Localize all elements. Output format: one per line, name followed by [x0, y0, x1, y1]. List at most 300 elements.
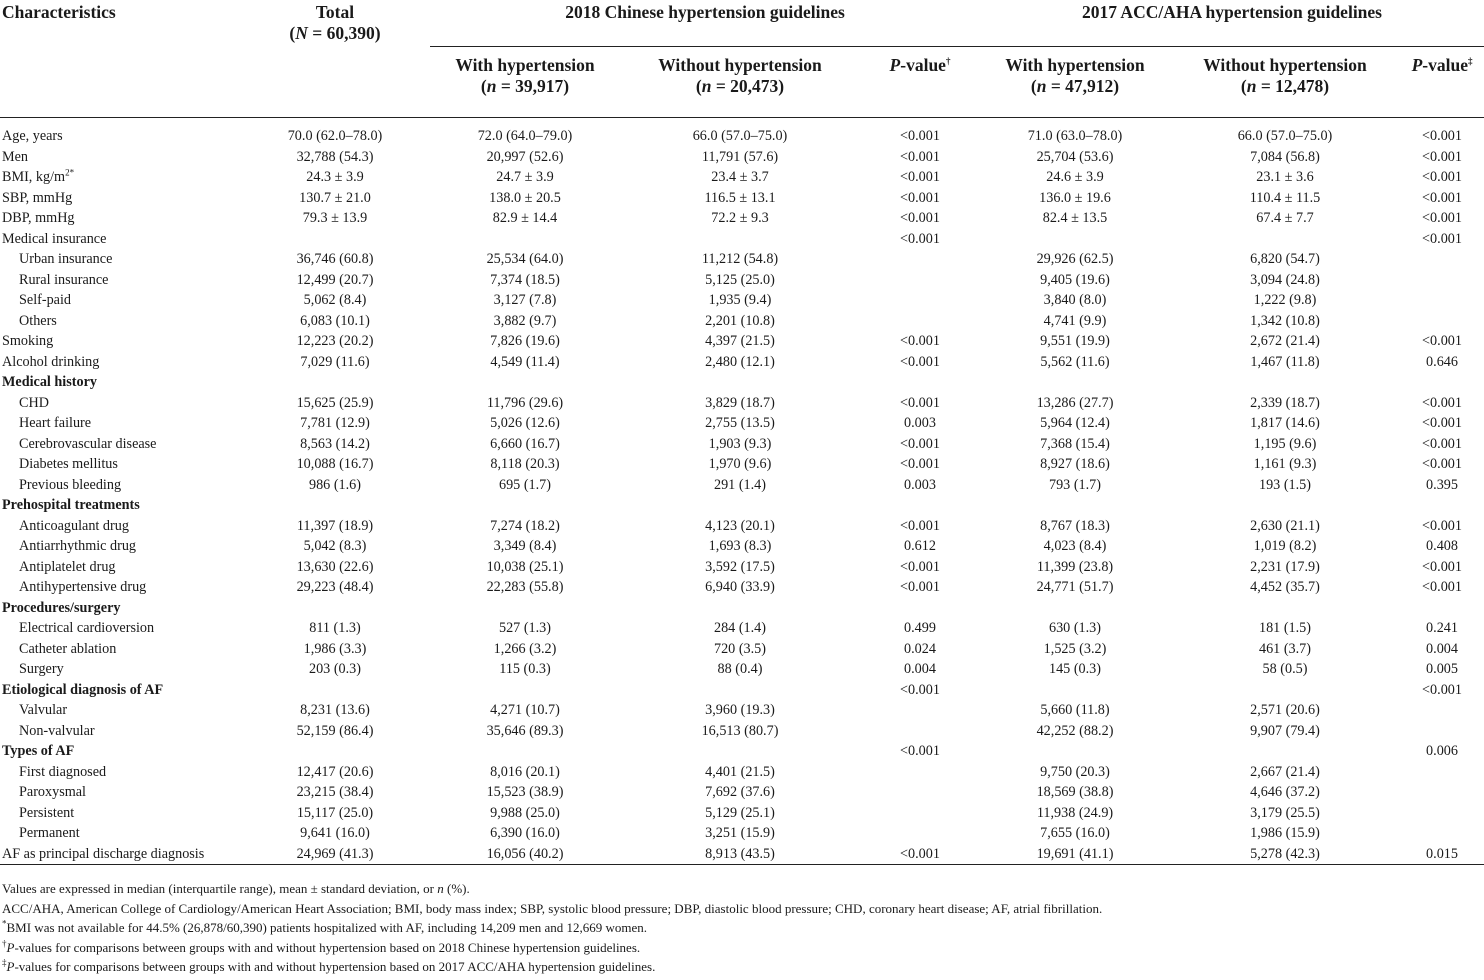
cell-p-2017: <0.001 [1422, 394, 1462, 411]
cell-with-2018: 11,796 (29.6) [486, 394, 564, 411]
header-p-2017: P-value‡ [1411, 55, 1473, 75]
cell-p-2017: 0.004 [1426, 640, 1458, 657]
cell-with-2017: 4,023 (8.4) [1043, 538, 1107, 554]
cell-with-2017 [980, 598, 1170, 619]
cell-with-2017: 3,840 (8.0) [1043, 292, 1107, 308]
row-label: Others [19, 312, 57, 329]
cell-with-2018: 22,283 (55.8) [486, 579, 564, 595]
cell-without-2018: 1,903 (9.3) [708, 435, 772, 452]
cell-p-2017 [1400, 311, 1484, 332]
header-with-2017 [980, 47, 1170, 118]
cell-without-2017: 58 (0.5) [1262, 661, 1308, 677]
cell-with-2018: 9,988 (25.0) [490, 804, 560, 821]
cell-total: 6,083 (10.1) [300, 312, 370, 329]
section-heading: Types of AF [2, 743, 75, 759]
cell-without-2017: 461 (3.7) [1258, 640, 1311, 657]
cell-without-2018: 291 (1.4) [713, 476, 766, 493]
row-label: AF as principal discharge diagnosis [2, 845, 205, 862]
cell-without-2018: 7,692 (37.6) [705, 784, 775, 800]
cell-p-2017 [1400, 700, 1484, 721]
cell-with-2017: 24,771 (51.7) [1036, 579, 1114, 595]
cell-with-2017: 24.6 ± 3.9 [1046, 169, 1104, 185]
table-row [0, 229, 1484, 250]
row-label: Alcohol drinking [2, 353, 100, 370]
cell-p-2018: 0.499 [904, 620, 936, 636]
cell-with-2018: 4,271 (10.7) [490, 702, 560, 718]
cell-without-2018: 5,125 (25.0) [705, 271, 775, 288]
cell-total: 8,231 (13.6) [300, 702, 370, 718]
cell-with-2017: 29,926 (62.5) [1036, 251, 1114, 267]
cell-with-2017: 25,704 (53.6) [1036, 148, 1114, 165]
cell-total: 12,499 (20.7) [296, 271, 374, 288]
cell-p-2017 [1400, 721, 1484, 742]
cell-without-2018: 4,397 (21.5) [705, 333, 775, 349]
cell-total: 8,563 (14.2) [300, 435, 370, 452]
cell-p-2018 [860, 249, 980, 270]
cell-without-2018: 88 (0.4) [717, 661, 763, 677]
cell-without-2018: 2,201 (10.8) [705, 312, 775, 329]
cell-without-2017: 2,667 (21.4) [1250, 763, 1320, 780]
cell-with-2018 [430, 229, 620, 250]
cell-with-2018: 8,118 (20.3) [490, 456, 560, 472]
cell-with-2018: 25,534 (64.0) [486, 251, 564, 267]
cell-with-2018: 7,374 (18.5) [490, 271, 560, 288]
cell-total: 15,117 (25.0) [296, 804, 374, 821]
cell-without-2018: 3,251 (15.9) [705, 825, 775, 841]
cell-with-2017: 7,655 (16.0) [1040, 825, 1110, 841]
cell-p-2017: <0.001 [1422, 415, 1462, 431]
row-label: Surgery [19, 661, 64, 677]
row-label: First diagnosed [19, 763, 107, 780]
row-label: Persistent [19, 804, 75, 821]
cell-p-2018 [860, 823, 980, 844]
cell-without-2018 [620, 229, 860, 250]
cell-p-2017: <0.001 [1422, 681, 1462, 698]
table-row [0, 680, 1484, 701]
cell-total: 52,159 (86.4) [296, 722, 374, 739]
cell-without-2017: 9,907 (79.4) [1250, 722, 1320, 739]
table-row [0, 167, 1484, 188]
cell-with-2018: 3,882 (9.7) [493, 312, 557, 329]
cell-without-2017: 2,630 (21.1) [1250, 517, 1320, 534]
cell-p-2018 [860, 290, 980, 311]
cell-without-2017: 110.4 ± 11.5 [1249, 189, 1321, 206]
cell-p-2017 [1400, 803, 1484, 824]
cell-without-2018: 720 (3.5) [713, 640, 766, 657]
cell-total: 5,042 (8.3) [303, 538, 367, 554]
cell-with-2017: 4,741 (9.9) [1043, 312, 1107, 329]
table-row [0, 782, 1484, 803]
cell-without-2017: 4,646 (37.2) [1250, 784, 1320, 800]
cell-without-2018: 116.5 ± 13.1 [704, 189, 776, 206]
cell-with-2017: 5,660 (11.8) [1040, 702, 1110, 718]
cell-p-2017: 0.005 [1426, 661, 1458, 677]
cell-with-2018: 6,390 (16.0) [490, 825, 560, 841]
cell-p-2017 [1400, 782, 1484, 803]
table-row [0, 762, 1484, 783]
row-label: SBP, mmHg [2, 189, 73, 206]
header-without-2017 [1170, 47, 1400, 118]
cell-p-2017: <0.001 [1422, 435, 1462, 452]
cell-total: 130.7 ± 21.0 [299, 189, 371, 206]
cell-without-2017: 7,084 (56.8) [1250, 148, 1320, 165]
footnote-abbreviations: ACC/AHA, American College of Cardiology/American Heart Association; BMI, body mass index; SBP, systolic blood pressure; DBP, diastolic blood pressure; CHD, coronary heart disease; AF, atrial fibrillation. [2, 900, 1103, 916]
row-label: BMI, $kg/m^{2*}$ [2, 167, 75, 185]
table-row [0, 536, 1484, 557]
cell-p-2017 [1400, 598, 1484, 619]
row-label: Men [2, 148, 29, 165]
cell-without-2017: 1,817 (14.6) [1250, 415, 1320, 431]
cell-p-2017 [1400, 495, 1484, 516]
cell-without-2017 [1170, 741, 1400, 762]
cell-with-2017: 630 (1.3) [1048, 620, 1101, 636]
cell-without-2018: 72.2 ± 9.3 [711, 210, 769, 226]
cell-with-2018: 3,127 (7.8) [493, 292, 557, 308]
cell-with-2017: 136.0 ± 19.6 [1039, 189, 1111, 206]
cell-without-2018: 1,935 (9.4) [708, 292, 772, 308]
cell-without-2017: 4,452 (35.7) [1250, 579, 1320, 595]
table-row [0, 557, 1484, 578]
cell-total: 986 (1.6) [308, 476, 361, 493]
cell-with-2017 [980, 680, 1170, 701]
cell-with-2018: 138.0 ± 20.5 [489, 189, 561, 206]
cell-p-2017: 0.646 [1426, 353, 1458, 370]
cell-with-2018 [430, 741, 620, 762]
row-label: Cerebrovascular disease [19, 435, 157, 452]
cell-p-2018: <0.001 [900, 394, 940, 411]
table-row [0, 823, 1484, 844]
cell-without-2017: 1,161 (9.3) [1253, 456, 1317, 472]
cell-total: 23,215 (38.4) [296, 784, 374, 800]
cell-total: 79.3 ± 13.9 [302, 210, 368, 226]
cell-total: 11,397 (18.9) [296, 517, 374, 534]
table-row [0, 618, 1484, 639]
cell-without-2017: 23.1 ± 3.6 [1256, 169, 1314, 185]
cell-p-2018: 0.612 [904, 538, 936, 554]
cell-total: 13,630 (22.6) [296, 558, 374, 575]
header-total-n: (N = 60,390) [289, 23, 381, 43]
cell-with-2017: 82.4 ± 13.5 [1042, 210, 1108, 226]
row-label: Paroxysmal [19, 784, 86, 800]
cell-p-2018 [860, 372, 980, 393]
cell-total: 1,986 (3.3) [303, 640, 367, 657]
cell-p-2018 [860, 803, 980, 824]
cell-p-2017 [1400, 270, 1484, 291]
cell-p-2017 [1400, 249, 1484, 270]
cell-with-2018 [430, 680, 620, 701]
cell-p-2018 [860, 270, 980, 291]
cell-with-2018: 15,523 (38.9) [486, 784, 564, 800]
cell-with-2017: 1,525 (3.2) [1043, 640, 1107, 657]
cell-with-2018: 72.0 (64.0–79.0) [477, 128, 573, 144]
cell-without-2017: 2,571 (20.6) [1250, 702, 1320, 718]
cell-without-2017 [1170, 372, 1400, 393]
cell-with-2018: 35,646 (89.3) [486, 722, 564, 739]
footnote-p-2018: †P-values for comparisons between groups with and without hypertension based on 2018 Chinese hypertension guidelines. [2, 938, 641, 955]
table-row [0, 352, 1484, 373]
cell-with-2018: 24.7 ± 3.9 [496, 169, 554, 185]
cell-p-2018: <0.001 [900, 333, 940, 349]
cell-p-2018: <0.001 [900, 148, 940, 165]
table-row [0, 147, 1484, 168]
cell-with-2017: 42,252 (88.2) [1036, 722, 1114, 739]
cell-without-2018: 1,970 (9.6) [708, 456, 772, 472]
table-row [0, 311, 1484, 332]
cell-with-2017: 71.0 (63.0–78.0) [1027, 128, 1123, 144]
cell-total [240, 598, 430, 619]
table-row [0, 577, 1484, 598]
cell-without-2018: 11,212 (54.8) [701, 251, 779, 267]
cell-p-2017: 0.395 [1426, 476, 1458, 493]
row-label: Anticoagulant drug [19, 517, 129, 534]
cell-total: 7,781 (12.9) [300, 415, 370, 431]
cell-p-2018: 0.003 [904, 476, 936, 493]
cell-with-2018: 16,056 (40.2) [486, 845, 564, 862]
cell-p-2018: 0.004 [904, 661, 936, 677]
header-group-2017: 2017 ACC/AHA hypertension guidelines [980, 0, 1484, 47]
header-total-label: Total [315, 2, 355, 22]
cell-p-2017: <0.001 [1422, 579, 1462, 595]
cell-p-2018 [860, 311, 980, 332]
section-heading: Medical history [2, 374, 97, 390]
cell-total [240, 741, 430, 762]
table-row [0, 249, 1484, 270]
cell-without-2017: 67.4 ± 7.7 [1256, 210, 1314, 226]
table-row [0, 803, 1484, 824]
header-with-2018-n: (n = 39,917) [480, 76, 570, 96]
cell-without-2017: 193 (1.5) [1258, 476, 1311, 493]
cell-p-2017: <0.001 [1422, 558, 1462, 575]
row-label: Smoking [2, 333, 54, 349]
cell-without-2018 [620, 495, 860, 516]
cell-with-2018 [430, 598, 620, 619]
cell-total: 203 (0.3) [308, 661, 361, 677]
cell-p-2017: <0.001 [1422, 456, 1462, 472]
cell-without-2018: 3,960 (19.3) [705, 702, 775, 718]
cell-p-2018 [860, 700, 980, 721]
cell-without-2018 [620, 741, 860, 762]
cell-total: 12,223 (20.2) [296, 333, 374, 349]
cell-p-2018: <0.001 [900, 128, 940, 144]
row-label: Heart failure [19, 415, 92, 431]
cell-with-2018: 115 (0.3) [499, 661, 551, 677]
row-label: Medical insurance [2, 230, 107, 247]
row-label: Rural insurance [19, 271, 109, 288]
cell-without-2017: 1,195 (9.6) [1253, 435, 1317, 452]
cell-with-2017: 793 (1.7) [1048, 476, 1101, 493]
row-label: Non-valvular [19, 722, 95, 739]
section-heading: Prehospital treatments [2, 497, 140, 513]
cell-without-2018: 66.0 (57.0–75.0) [692, 128, 788, 144]
table-row [0, 598, 1484, 619]
cell-without-2017 [1170, 495, 1400, 516]
cell-p-2018: <0.001 [900, 210, 940, 226]
cell-without-2018 [620, 372, 860, 393]
cell-with-2017: 9,405 (19.6) [1040, 271, 1110, 288]
cell-p-2018 [860, 782, 980, 803]
cell-total: 7,029 (11.6) [300, 353, 370, 370]
cell-p-2017: <0.001 [1422, 148, 1462, 165]
table-row [0, 516, 1484, 537]
cell-without-2017: 181 (1.5) [1258, 620, 1311, 636]
cell-total: 24,969 (41.3) [296, 845, 374, 862]
cell-with-2018: 3,349 (8.4) [493, 538, 557, 554]
cell-p-2017: <0.001 [1422, 333, 1462, 349]
header-without-2018-label: Without hypertension [658, 55, 822, 75]
cell-total [240, 680, 430, 701]
table-row [0, 454, 1484, 475]
table-row [0, 331, 1484, 352]
cell-total: 12,417 (20.6) [296, 763, 374, 780]
header-characteristics: Characteristics [2, 2, 116, 22]
cell-with-2018: 8,016 (20.1) [490, 763, 560, 780]
footnote-values: Values are expressed in median (interquartile range), mean ± standard deviation, or n (%). [2, 881, 470, 896]
cell-p-2017: <0.001 [1422, 517, 1462, 534]
header-with-2017-n: (n = 47,912) [1030, 76, 1120, 96]
cell-p-2018 [860, 495, 980, 516]
cell-with-2018: 82.9 ± 14.4 [492, 210, 558, 226]
cell-without-2018: 4,401 (21.5) [705, 763, 775, 780]
header-without-2017-n: (n = 12,478) [1240, 76, 1330, 96]
cell-p-2018: 0.003 [904, 415, 936, 431]
cell-total: 15,625 (25.9) [296, 394, 374, 411]
table-bottom-rule [0, 864, 1484, 865]
cell-without-2018: 2,480 (12.1) [705, 353, 775, 370]
cell-without-2017: 1,986 (15.9) [1250, 825, 1320, 841]
cell-without-2018: 8,913 (43.5) [705, 845, 775, 862]
row-label: Antiplatelet drug [19, 558, 116, 575]
cell-without-2018: 23.4 ± 3.7 [711, 169, 769, 185]
cell-with-2017 [980, 372, 1170, 393]
table-row [0, 721, 1484, 742]
cell-p-2018: <0.001 [900, 517, 940, 534]
row-label: Urban insurance [19, 251, 113, 267]
row-label: Antihypertensive drug [19, 579, 147, 595]
row-label: Antiarrhythmic drug [19, 538, 137, 554]
cell-total: 10,088 (16.7) [296, 456, 374, 472]
cell-p-2017 [1400, 372, 1484, 393]
header-with-2018-label: With hypertension [455, 55, 595, 75]
cell-without-2017: 6,820 (54.7) [1250, 251, 1320, 267]
cell-total: 29,223 (48.4) [296, 579, 374, 595]
row-label: Age, years [2, 128, 63, 144]
header-without-2018-n: (n = 20,473) [695, 76, 785, 96]
cell-p-2018 [860, 598, 980, 619]
cell-without-2018: 3,829 (18.7) [705, 394, 775, 411]
header-p-2018: P-value† [889, 55, 951, 75]
table-body [0, 118, 1484, 865]
header-with-2017-label: With hypertension [1005, 55, 1145, 75]
cell-total: 36,746 (60.8) [296, 251, 374, 267]
cell-with-2018: 4,549 (11.4) [490, 353, 560, 370]
cell-without-2017: 3,094 (24.8) [1250, 271, 1320, 288]
section-heading: Procedures/surgery [2, 599, 121, 616]
cell-without-2018: 2,755 (13.5) [705, 415, 775, 431]
cell-without-2018: 6,940 (33.9) [705, 579, 775, 595]
cell-without-2018 [620, 598, 860, 619]
cell-without-2017 [1170, 598, 1400, 619]
table-row [0, 741, 1484, 762]
table-row [0, 188, 1484, 209]
cell-without-2018: 5,129 (25.1) [705, 804, 775, 821]
cell-with-2017 [980, 229, 1170, 250]
cell-with-2017: 11,399 (23.8) [1036, 558, 1114, 575]
cell-p-2017: 0.015 [1426, 845, 1458, 862]
table-row [0, 393, 1484, 414]
cell-total [240, 372, 430, 393]
row-label: Diabetes mellitus [19, 456, 118, 472]
cell-without-2018: 284 (1.4) [713, 620, 766, 636]
cell-p-2017: 0.006 [1426, 743, 1458, 759]
cell-with-2017 [980, 741, 1170, 762]
cell-total [240, 495, 430, 516]
cell-with-2017: 19,691 (41.1) [1036, 845, 1114, 862]
cell-p-2017 [1400, 823, 1484, 844]
cell-with-2018 [430, 372, 620, 393]
cell-without-2017: 1,467 (11.8) [1250, 353, 1320, 370]
table-row [0, 495, 1484, 516]
cell-total: 5,062 (8.4) [303, 292, 367, 308]
cell-without-2018: 1,693 (8.3) [708, 538, 772, 554]
cell-p-2018: <0.001 [900, 681, 940, 698]
row-label: Valvular [19, 702, 68, 718]
cell-p-2017: <0.001 [1422, 128, 1462, 144]
table-row [0, 270, 1484, 291]
cell-without-2017: 1,342 (10.8) [1250, 312, 1320, 329]
row-label: Self-paid [19, 292, 72, 308]
cell-with-2017: 13,286 (27.7) [1036, 394, 1114, 411]
cell-with-2017: 145 (0.3) [1048, 661, 1101, 677]
cell-without-2017: 66.0 (57.0–75.0) [1237, 128, 1333, 144]
cell-with-2018: 527 (1.3) [498, 620, 551, 636]
cell-p-2018: 0.024 [904, 640, 936, 657]
row-label: Electrical cardioversion [19, 620, 155, 636]
cell-p-2018: <0.001 [900, 189, 940, 206]
cell-with-2017: 9,551 (19.9) [1040, 333, 1110, 349]
cell-p-2018: <0.001 [900, 743, 940, 759]
cell-without-2018 [620, 680, 860, 701]
cell-without-2017: 2,231 (17.9) [1250, 558, 1320, 575]
cell-without-2017: 3,179 (25.5) [1250, 804, 1320, 821]
table-row [0, 639, 1484, 660]
cell-p-2018: <0.001 [900, 579, 940, 595]
cell-with-2018: 695 (1.7) [498, 476, 551, 493]
table-row [0, 844, 1484, 865]
table-row [0, 372, 1484, 393]
cell-total [240, 229, 430, 250]
cell-p-2018 [860, 762, 980, 783]
cell-p-2017: <0.001 [1422, 189, 1462, 206]
table-row [0, 208, 1484, 229]
cell-total: 32,788 (54.3) [296, 148, 374, 165]
cell-without-2017: 1,019 (8.2) [1253, 538, 1317, 554]
table-row [0, 659, 1484, 680]
cell-with-2018: 5,026 (12.6) [490, 415, 560, 431]
cell-with-2018: 7,274 (18.2) [490, 517, 560, 534]
cell-p-2018 [860, 721, 980, 742]
cell-without-2017: 5,278 (42.3) [1250, 845, 1320, 862]
header-group-2018: 2018 Chinese hypertension guidelines [430, 0, 980, 47]
cell-p-2017: 0.408 [1426, 538, 1458, 554]
cell-p-2017: <0.001 [1422, 210, 1462, 226]
cell-without-2017: 2,339 (18.7) [1250, 394, 1320, 411]
table-row [0, 475, 1484, 496]
cell-with-2018: 7,826 (19.6) [490, 333, 560, 349]
cell-total: 9,641 (16.0) [300, 825, 370, 841]
cell-with-2018: 1,266 (3.2) [493, 640, 557, 657]
table-row [0, 700, 1484, 721]
cell-without-2018: 3,592 (17.5) [705, 558, 775, 575]
